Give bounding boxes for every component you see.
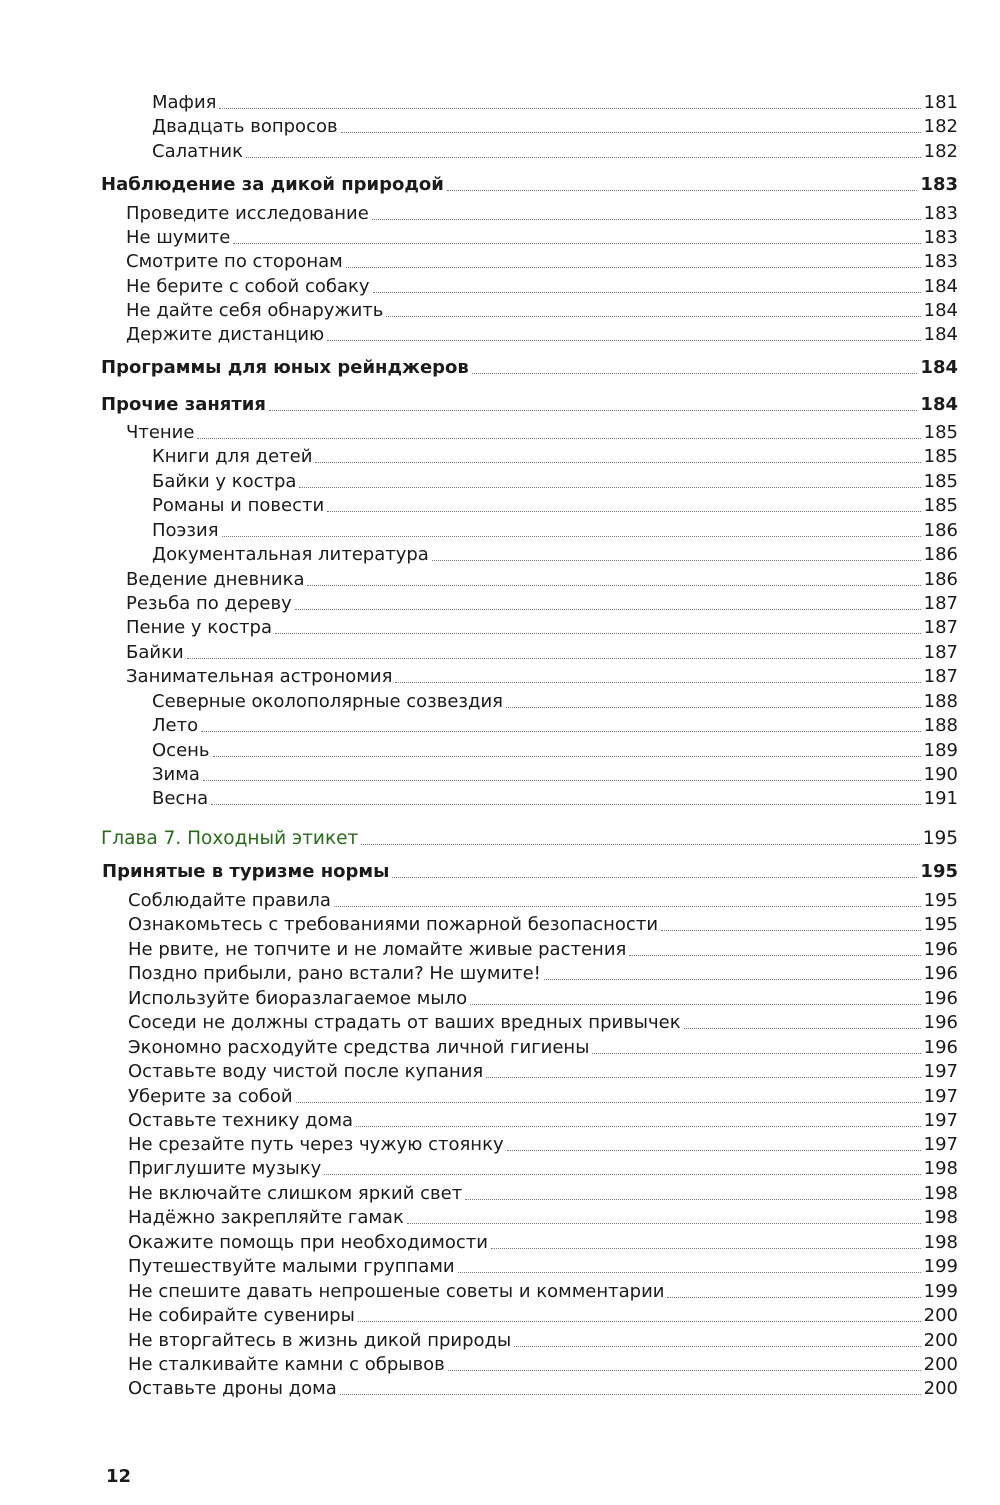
leader-dots bbox=[544, 979, 921, 980]
leader-dots bbox=[458, 1272, 921, 1273]
leader-dots bbox=[358, 1321, 921, 1322]
leader-dots bbox=[299, 487, 920, 488]
leader-dots bbox=[361, 844, 919, 845]
toc-entry: Держите дистанцию 184 bbox=[126, 324, 958, 345]
leader-dots bbox=[507, 1150, 921, 1151]
leader-dots bbox=[246, 157, 921, 158]
leader-dots bbox=[307, 585, 920, 586]
leader-dots bbox=[219, 108, 920, 109]
leader-dots bbox=[506, 707, 921, 708]
toc-entry: Ведение дневника 186 bbox=[126, 569, 958, 590]
toc-entry: Приглушите музыку 198 bbox=[128, 1158, 958, 1179]
toc-entry: Поздно прибыли, рано встали? Не шумите! 196 bbox=[128, 963, 958, 984]
toc-entry: Весна 191 bbox=[152, 788, 958, 809]
toc-entry: Смотрите по сторонам 183 bbox=[126, 251, 958, 272]
toc-entry: Оставьте дроны дома 200 bbox=[128, 1378, 958, 1399]
leader-dots bbox=[296, 1102, 921, 1103]
leader-dots bbox=[395, 682, 920, 683]
leader-dots bbox=[661, 930, 921, 931]
toc-entry: Чтение 185 bbox=[126, 422, 958, 443]
leader-dots bbox=[222, 536, 921, 537]
leader-dots bbox=[667, 1297, 920, 1298]
leader-dots bbox=[356, 1126, 921, 1127]
leader-dots bbox=[684, 1028, 921, 1029]
leader-dots bbox=[315, 462, 920, 463]
leader-dots bbox=[486, 1077, 920, 1078]
leader-dots bbox=[448, 1370, 921, 1371]
toc-entry: Не срезайте путь через чужую стоянку 197 bbox=[128, 1134, 958, 1155]
toc-entry: Не рвите, не топчите и не ломайте живые растения 196 bbox=[128, 939, 958, 960]
leader-dots bbox=[472, 373, 918, 374]
toc-entry: Резьба по дереву 187 bbox=[126, 593, 958, 614]
toc-entry: Документальная литература 186 bbox=[152, 544, 958, 565]
toc-entry: Не дайте себя обнаружить 184 bbox=[126, 300, 958, 321]
leader-dots bbox=[447, 190, 918, 191]
toc-section-wildlife: Наблюдение за дикой природой 183 bbox=[101, 174, 958, 195]
toc-entry: Романы и повести 185 bbox=[152, 495, 958, 516]
leader-dots bbox=[465, 1199, 920, 1200]
leader-dots bbox=[211, 804, 921, 805]
toc-entry: Оставьте технику дома 197 bbox=[128, 1110, 958, 1131]
toc-entry: Не берите с собой собаку 184 bbox=[126, 276, 958, 297]
leader-dots bbox=[327, 511, 920, 512]
leader-dots bbox=[373, 292, 921, 293]
toc-entry: Не включайте слишком яркий свет 198 bbox=[128, 1183, 958, 1204]
toc-entry: Используйте биоразлагаемое мыло 196 bbox=[128, 988, 958, 1009]
toc-entry: Не шумите 183 bbox=[126, 227, 958, 248]
leader-dots bbox=[592, 1053, 920, 1054]
toc-entry: Соблюдайте правила 195 bbox=[128, 890, 958, 911]
toc-section-norms: Принятые в туризме нормы 195 bbox=[102, 861, 958, 882]
page-number: 12 bbox=[106, 1466, 132, 1487]
leader-dots bbox=[491, 1248, 921, 1249]
leader-dots bbox=[340, 1394, 921, 1395]
toc-entry: Экономно расходуйте средства личной гигиены 196 bbox=[128, 1037, 958, 1058]
toc-entry: Занимательная астрономия 187 bbox=[126, 666, 958, 687]
toc-entry: Уберите за собой 197 bbox=[128, 1086, 958, 1107]
leader-dots bbox=[327, 340, 920, 341]
leader-dots bbox=[432, 560, 921, 561]
toc-entry: Пение у костра 187 bbox=[126, 617, 958, 638]
leader-dots bbox=[514, 1346, 920, 1347]
toc-entry-salad-bowl: Салатник 182 bbox=[152, 141, 958, 162]
toc-section-ranger-programs: Программы для юных рейнджеров 184 bbox=[101, 357, 958, 378]
toc-entry: Оставьте воду чистой после купания 197 bbox=[128, 1061, 958, 1082]
leader-dots bbox=[334, 906, 921, 907]
toc-entry: Надёжно закрепляйте гамак 198 bbox=[128, 1207, 958, 1228]
leader-dots bbox=[203, 780, 921, 781]
leader-dots bbox=[470, 1004, 921, 1005]
leader-dots bbox=[324, 1174, 920, 1175]
leader-dots bbox=[386, 316, 920, 317]
leader-dots bbox=[295, 609, 921, 610]
toc-entry: Осень 189 bbox=[152, 740, 958, 761]
toc-entry: Северные околополярные созвездия 188 bbox=[152, 691, 958, 712]
leader-dots bbox=[233, 243, 920, 244]
leader-dots bbox=[629, 955, 920, 956]
toc-entry: Книги для детей 185 bbox=[152, 446, 958, 467]
toc-entry: Ознакомьтесь с требованиями пожарной безопасности 195 bbox=[128, 914, 958, 935]
toc-entry: Байки 187 bbox=[126, 642, 958, 663]
leader-dots bbox=[407, 1223, 921, 1224]
leader-dots bbox=[213, 756, 921, 757]
toc-chapter-heading: Глава 7. Походный этикет 195 bbox=[101, 828, 958, 849]
toc-entry: Окажите помощь при необходимости 198 bbox=[128, 1232, 958, 1253]
leader-dots bbox=[392, 877, 917, 878]
toc-entry: Зима 190 bbox=[152, 764, 958, 785]
toc-entry: Соседи не должны страдать от ваших вредных привычек 196 bbox=[128, 1012, 958, 1033]
toc-entry: Лето 188 bbox=[152, 715, 958, 736]
toc-entry: Проведите исследование 183 bbox=[126, 203, 958, 224]
leader-dots bbox=[372, 219, 921, 220]
leader-dots bbox=[187, 658, 921, 659]
leader-dots bbox=[341, 132, 921, 133]
toc-entry: Путешествуйте малыми группами 199 bbox=[128, 1256, 958, 1277]
leader-dots bbox=[346, 267, 921, 268]
toc-entry-mafia: Мафия 181 bbox=[152, 92, 958, 113]
toc-entry-twenty-questions: Двадцать вопросов 182 bbox=[152, 116, 958, 137]
leader-dots bbox=[197, 438, 920, 439]
toc-entry: Поэзия 186 bbox=[152, 520, 958, 541]
toc-entry: Не сталкивайте камни с обрывов 200 bbox=[128, 1354, 958, 1375]
toc-entry: Не вторгайтесь в жизнь дикой природы 200 bbox=[128, 1330, 958, 1351]
toc-entry: Не спешите давать непрошеные советы и комментарии 199 bbox=[128, 1281, 958, 1302]
toc-section-other-activities: Прочие занятия 184 bbox=[101, 394, 958, 415]
toc-entry: Не собирайте сувениры 200 bbox=[128, 1305, 958, 1326]
leader-dots bbox=[275, 633, 921, 634]
leader-dots bbox=[269, 410, 917, 411]
leader-dots bbox=[201, 731, 921, 732]
toc-entry: Байки у костра 185 bbox=[152, 471, 958, 492]
